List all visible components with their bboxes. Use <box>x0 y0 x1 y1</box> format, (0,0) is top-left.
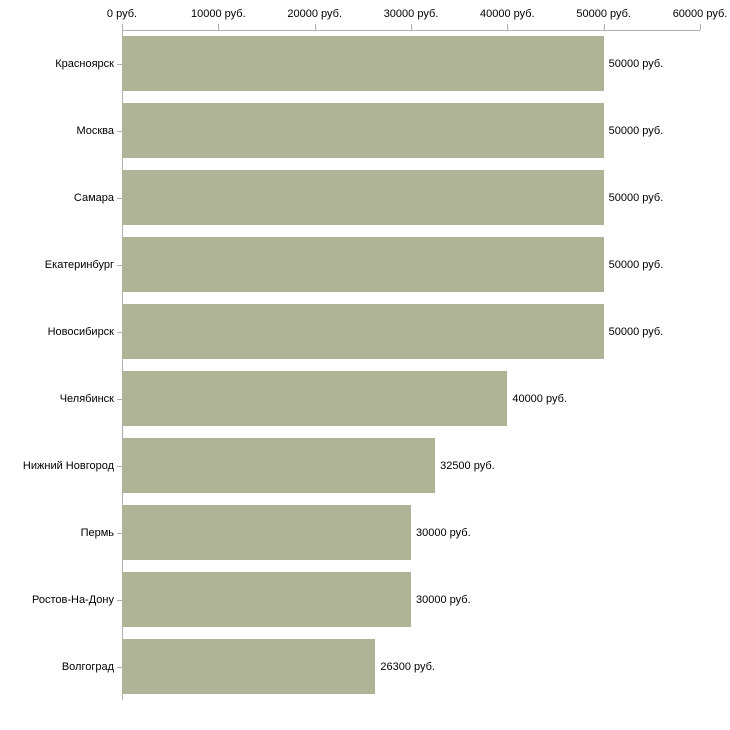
y-axis-category-label: Новосибирск <box>47 325 114 338</box>
x-axis-tick <box>507 24 508 30</box>
bar-value-label: 40000 руб. <box>512 392 567 405</box>
x-axis-tick <box>218 24 219 30</box>
bar-value-label: 30000 руб. <box>416 526 471 539</box>
bar[interactable] <box>122 36 604 91</box>
x-axis-tick <box>700 24 701 30</box>
x-axis-tick-label: 10000 руб. <box>191 8 246 20</box>
y-axis-category-label: Екатеринбург <box>44 258 114 271</box>
x-axis-tick <box>122 24 123 30</box>
bar[interactable] <box>122 170 604 225</box>
x-axis-tick-label: 0 руб. <box>106 8 138 20</box>
bar[interactable] <box>122 371 507 426</box>
y-axis-category-label: Самара <box>73 191 114 204</box>
x-axis-tick-label: 50000 руб. <box>576 8 631 20</box>
y-axis-category-label: Москва <box>76 124 114 137</box>
bar[interactable] <box>122 438 435 493</box>
x-axis-tick-label: 60000 руб. <box>672 8 728 20</box>
y-axis-category-label: Пермь <box>80 526 114 539</box>
x-axis-tick-label: 40000 руб. <box>480 8 535 20</box>
x-axis-tick-label: 20000 руб. <box>287 8 342 20</box>
x-axis-tick <box>604 24 605 30</box>
bar[interactable] <box>122 505 411 560</box>
bar[interactable] <box>122 237 604 292</box>
y-axis-category-label: Челябинск <box>59 392 114 405</box>
x-axis-tick <box>315 24 316 30</box>
bar-value-label: 50000 руб. <box>608 325 664 338</box>
y-axis-category-label: Нижний Новгород <box>22 459 114 472</box>
y-axis-category-label: Волгоград <box>61 660 114 673</box>
y-axis-category-label: Красноярск <box>55 57 114 70</box>
bar-value-label: 50000 руб. <box>608 258 664 271</box>
bar-value-label: 50000 руб. <box>608 57 664 70</box>
bar[interactable] <box>122 103 604 158</box>
bar-value-label: 32500 руб. <box>440 459 495 472</box>
y-axis-category-label: Ростов-На-Дону <box>31 593 114 606</box>
x-axis-tick-label: 30000 руб. <box>383 8 439 20</box>
x-axis-line <box>122 30 700 31</box>
bar[interactable] <box>122 639 375 694</box>
bar-value-label: 30000 руб. <box>416 593 471 606</box>
bar-value-label: 26300 руб. <box>380 660 435 673</box>
bar[interactable] <box>122 572 411 627</box>
bar-value-label: 50000 руб. <box>608 191 664 204</box>
bar-value-label: 50000 руб. <box>608 124 664 137</box>
x-axis-tick <box>411 24 412 30</box>
bar[interactable] <box>122 304 604 359</box>
